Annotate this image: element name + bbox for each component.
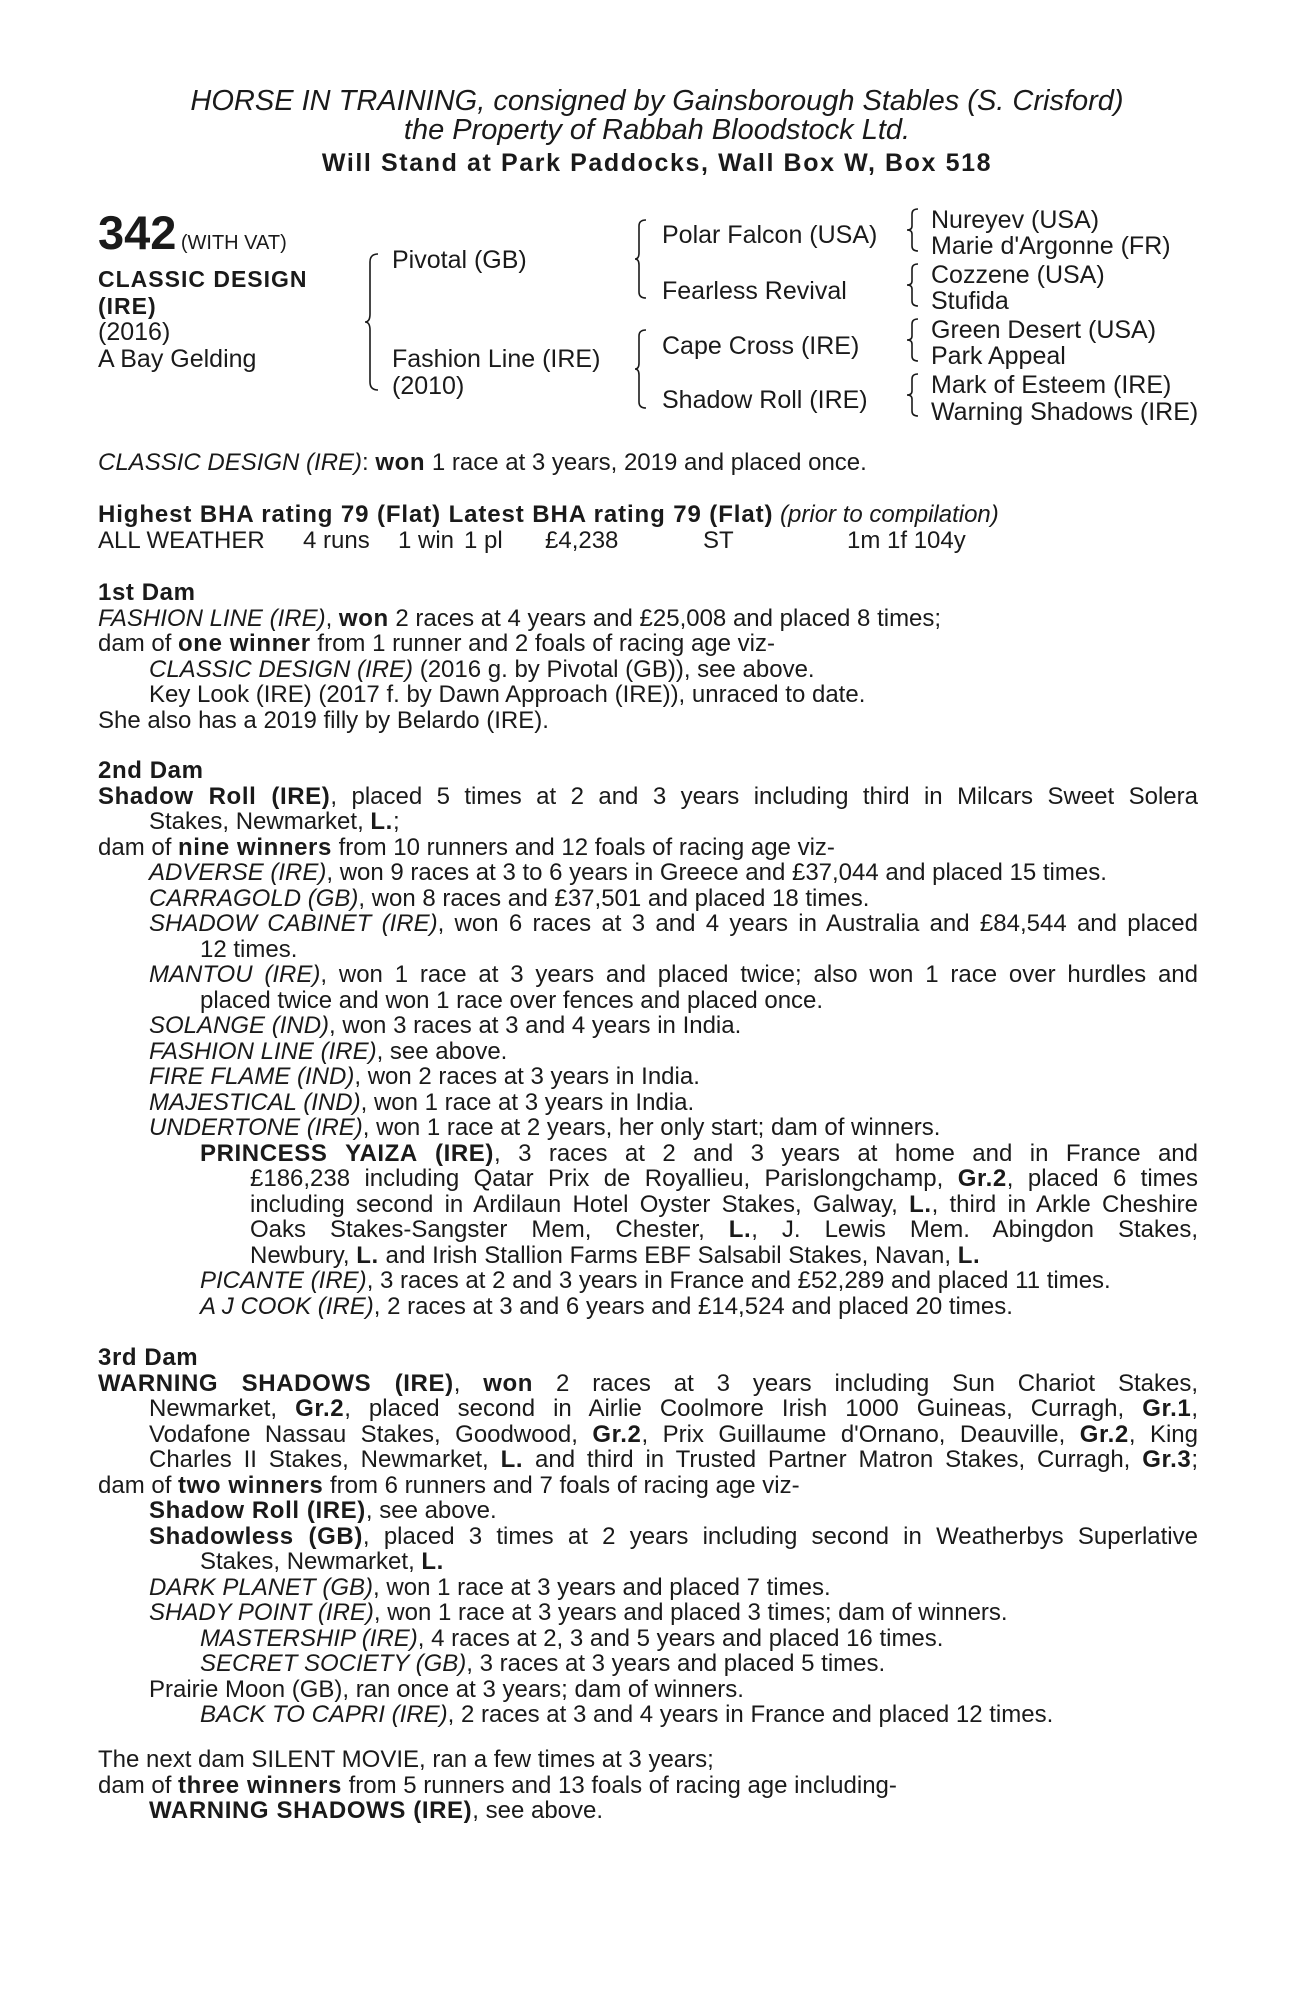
pedigree-brace-dam [634,328,648,410]
pedigree-brace-main [364,252,380,392]
foaling-year: (2016) [98,318,171,346]
pedigree-gen3-4: Stufida [931,287,1009,315]
second-dam-section: 2nd Dam Shadow Roll (IRE), placed 5 times at 2 and 3 years including third in Milcars Sweet Solera Stakes, Newmarket, L.; dam of nine winners from 10 runners and 12 foals of racing age viz- ADVERSE (IRE), won 9 races at 3 to 6 years in Greece and £37,044 and placed 15 times. CARRAGOLD (GB), won 8 races and £37,501 and placed 18 times. SHADOW CABINET (IRE), won 6 races at 3 and 4 years in Australia and £84,544 and placed 12 times. MANTOU (IRE), won 1 race at 3 years and placed twice; also won 1 race over hurdles and placed twice and won 1 race over fences and placed once. SOLANGE (IND), won 3 races at 3 and 4 years in India. FASHION LINE (IRE), see above. FIRE FLAME (IND), won 2 races at 3 years in India. MAJESTICAL (IND), won 1 race at 3 years in India. UNDERTONE (IRE), won 1 race at 2 years, her only start; dam of winners. PRINCESS YAIZA (IRE), 3 races at 2 and 3 years at home and in France and £186,238 including Qatar Prix de Royallieu, Parislongchamp, Gr.2, placed 6 times including second in Ardilaun Hotel Oyster Stakes, Galway, L., third in Arkle Cheshire Oaks Stakes-Sangster Mem, Chester, L., J. Lewis Mem. Abingdon Stakes, Newbury, L. and Irish Stallion Farms EBF Salsabil Stakes, Navan, L. PICANTE (IRE), 3 races at 2 and 3 years in France and £52,289 and placed 11 times. A J COOK (IRE), 2 races at 3 and 6 years and £14,524 and placed 20 times. [98,757,1199,1320]
aw-runs: 4 runs [303,527,370,554]
race-summary: CLASSIC DESIGN (IRE): won 1 race at 3 years, 2019 and placed once. [98,449,867,476]
aw-prize-money: £4,238 [545,527,619,554]
pedigree-dam-year: (2010) [392,372,465,400]
horse-name: CLASSIC DESIGN [98,266,308,292]
pedigree-brace-sire [634,218,648,300]
pedigree-brace-g3-2 [906,262,920,308]
all-weather-record [98,527,966,554]
consignor-line: HORSE IN TRAINING, consigned by Gainsborough Stables (S. Crisford) [190,85,1124,117]
third-dam-heading: 3rd Dam [98,1344,199,1371]
pedigree-gen3-2: Marie d'Argonne (FR) [931,232,1171,260]
summary-horse-name: CLASSIC DESIGN (IRE) [98,449,363,476]
pedigree-gen3-7: Mark of Esteem (IRE) [931,371,1172,399]
bha-ratings: Highest BHA rating 79 (Flat) Latest BHA rating 79 (Flat) (prior to compilation) [98,501,999,528]
aw-label: ALL WEATHER [98,527,265,554]
pedigree-gen2-4: Shadow Roll (IRE) [662,386,868,414]
third-dam-section: 3rd Dam WARNING SHADOWS (IRE), won 2 races at 3 years including Sun Chariot Stakes, Newmarket, Gr.2, placed second in Airlie Coolmore Irish 1000 Guineas, Curragh, Gr.1, Vodafone Nassau Stakes, Goodwood, Gr.2, Prix Guillaume d'Ornano, Deauville, Gr.2, King Charles II Stakes, Newmarket, L. and third in Trusted Partner Matron Stakes, Curragh, Gr.3; dam of two winners from 6 runners and 7 foals of racing age viz- Shadow Roll (IRE), see above. Shadowless (GB), placed 3 times at 2 years including second in Weatherbys Superlative Stakes, Newmarket, L. DARK PLANET (GB), won 1 race at 3 years and placed 7 times. SHADY POINT (IRE), won 1 race at 3 years and placed 3 times; dam of winners. MASTERSHIP (IRE), 4 races at 2, 3 and 5 years and placed 16 times. SECRET SOCIETY (GB), 3 races at 3 years and placed 5 times. Prairie Moon (GB), ran once at 3 years; dam of winners. BACK TO CAPRI (IRE), 2 races at 3 and 4 years in France and placed 12 times. [98,1344,1199,1728]
pedigree-brace-g3-4 [906,372,920,418]
pedigree-gen2-2: Fearless Revival [662,277,847,305]
aw-win: 1 win [398,527,455,554]
pedigree-brace-g3-3 [906,317,920,363]
pedigree-gen3-5: Green Desert (USA) [931,316,1157,344]
lot-number-row [98,205,287,260]
lot-number: 342 [98,206,177,259]
property-line: the Property of Rabbah Bloodstock Ltd. [403,114,911,146]
horse-description: A Bay Gelding [98,345,257,373]
aw-track: ST [703,527,734,554]
pedigree-gen2-3: Cape Cross (IRE) [662,332,860,360]
aw-places: 1 pl [464,527,503,554]
aw-distance: 1m 1f 104y [847,527,966,554]
pedigree-gen2-1: Polar Falcon (USA) [662,221,878,249]
pedigree-gen3-8: Warning Shadows (IRE) [931,398,1199,426]
horse-name-suffix: (IRE) [98,293,157,319]
pedigree-brace-g3-1 [906,207,920,253]
pedigree-dam: Fashion Line (IRE) [392,345,601,373]
stabling-line: Will Stand at Park Paddocks, Wall Box W, Box 518 [321,149,993,177]
first-dam-heading: 1st Dam [98,579,196,606]
pedigree-gen3-3: Cozzene (USA) [931,261,1105,289]
vat-note: (WITH VAT) [180,232,287,254]
pedigree-sire: Pivotal (GB) [392,246,527,274]
pedigree-gen3-6: Park Appeal [931,342,1066,370]
next-dam-section: The next dam SILENT MOVIE, ran a few times at 3 years; dam of three winners from 5 runners and 13 foals of racing age including- WARNING SHADOWS (IRE), see above. [98,1746,897,1824]
first-dam-section: 1st Dam FASHION LINE (IRE), won 2 races at 4 years and £25,008 and placed 8 times; dam of one winner from 1 runner and 2 foals of racing age viz- CLASSIC DESIGN (IRE) (2016 g. by Pivotal (GB)), see above. Key Look (IRE) (2017 f. by Dawn Approach (IRE)), unraced to date. She also has a 2019 filly by Belardo (IRE). [98,580,1198,733]
second-dam-heading: 2nd Dam [98,757,204,784]
pedigree-gen3-1: Nureyev (USA) [931,206,1100,234]
